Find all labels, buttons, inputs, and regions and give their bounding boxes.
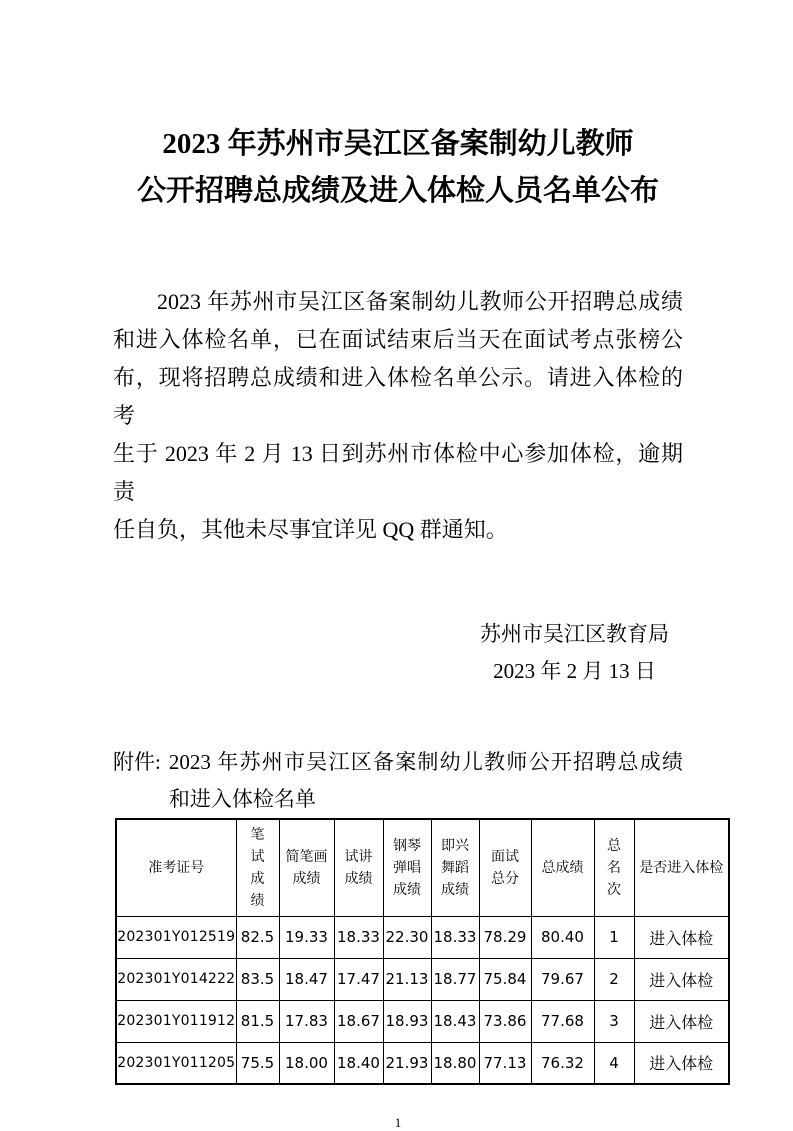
document-title-line2: 公开招聘总成绩及进入体检人员名单公布 [136,175,659,207]
table-header-label: 是否进入体检 [639,859,724,876]
table-cell: 18.67 [334,1000,383,1042]
table-header-label: 准考证号 [148,859,205,876]
table-header-cell [116,819,236,916]
score-table [115,818,730,1085]
table-cell: 21.13 [383,958,431,1000]
table-header-cell [236,819,279,916]
table-cell: 202301Y011912 [116,1000,236,1042]
body-paragraph [113,283,683,549]
page-number: 1 [394,1115,402,1130]
table-header-label: 即兴舞蹈成绩 [441,837,469,898]
table-cell: 22.30 [383,916,431,958]
table-cell: 21.93 [383,1042,431,1084]
signature-date: 2023 年 2 月 13 日 [493,659,656,683]
table-cell: 79.67 [531,958,594,1000]
table-cell: 2 [594,958,634,1000]
table-header-label: 简笔画成绩 [285,848,328,887]
table-header-label: 笔试成绩 [250,826,265,909]
table-header-cell [594,819,634,916]
table-cell: 18.00 [279,1042,334,1084]
table-cell: 18.33 [431,916,479,958]
table-cell: 17.47 [334,958,383,1000]
body-line: 生于 2023 年 2 月 13 日到苏州市体检中心参加体检，逾期责 [113,441,683,504]
table-cell: 18.43 [431,1000,479,1042]
table-cell: 17.83 [279,1000,334,1042]
table-header-label: 钢琴弹唱成绩 [393,837,421,898]
table-header-cell [531,819,594,916]
table-header-cell [479,819,531,916]
table-cell: 80.40 [531,916,594,958]
table-cell: 18.80 [431,1042,479,1084]
table-cell: 81.5 [236,1000,279,1042]
attachment-note [113,744,683,818]
table-cell: 18.47 [279,958,334,1000]
body-line: 和进入体检名单，已在面试结束后当天在面试考点张榜公 [113,327,683,352]
table-cell: 18.40 [334,1042,383,1084]
table-cell: 75.5 [236,1042,279,1084]
document-title [113,121,683,215]
table-cell: 73.86 [479,1000,531,1042]
attachment-line: 和进入体检名单 [168,787,316,811]
signature-block [113,616,683,690]
table-header-cell [383,819,431,916]
table-header-cell [634,819,729,916]
table-cell: 202301Y012519 [116,916,236,958]
table-row [116,1042,729,1084]
table-cell: 202301Y011205 [116,1042,236,1084]
table-cell: 4 [594,1042,634,1084]
table-cell: 77.13 [479,1042,531,1084]
table-cell: 进入体检 [634,1042,729,1084]
table-cell: 78.29 [479,916,531,958]
table-header-row [116,819,729,916]
table-cell: 1 [594,916,634,958]
table-cell: 82.5 [236,916,279,958]
body-line: 任自负，其他未尽事宜详见 QQ 群通知。 [113,517,508,542]
table-cell: 进入体检 [634,916,729,958]
attachment-label: 附件: [113,750,161,774]
table-header-label: 面试总分 [491,848,519,887]
table-cell: 18.77 [431,958,479,1000]
table-cell: 75.84 [479,958,531,1000]
table-header-cell [431,819,479,916]
table-cell: 3 [594,1000,634,1042]
table-cell: 83.5 [236,958,279,1000]
body-line: 2023 年苏州市吴江区备案制幼儿教师公开招聘总成绩 [157,289,683,314]
table-row [116,1000,729,1042]
table-header-label: 总成绩 [541,859,584,876]
table-cell: 76.32 [531,1042,594,1084]
table-header-cell [334,819,383,916]
table-row [116,958,729,1000]
table-cell: 18.33 [334,916,383,958]
table-cell: 77.68 [531,1000,594,1042]
table-header-cell [279,819,334,916]
table-header-label: 试讲成绩 [344,848,373,887]
signature-org: 苏州市吴江区教育局 [480,622,669,646]
table-cell: 202301Y014222 [116,958,236,1000]
table-row [116,916,729,958]
table-cell: 进入体检 [634,1000,729,1042]
attachment-line: 2023 年苏州市吴江区备案制幼儿教师公开招聘总成绩 [168,750,683,774]
table-cell: 19.33 [279,916,334,958]
body-line: 布，现将招聘总成绩和进入体检名单公示。请进入体检的考 [113,365,683,428]
table-cell: 进入体检 [634,958,729,1000]
document-title-line1: 2023 年苏州市吴江区备案制幼儿教师 [162,128,634,160]
table-header-label: 总名次 [607,837,621,898]
table-cell: 18.93 [383,1000,431,1042]
